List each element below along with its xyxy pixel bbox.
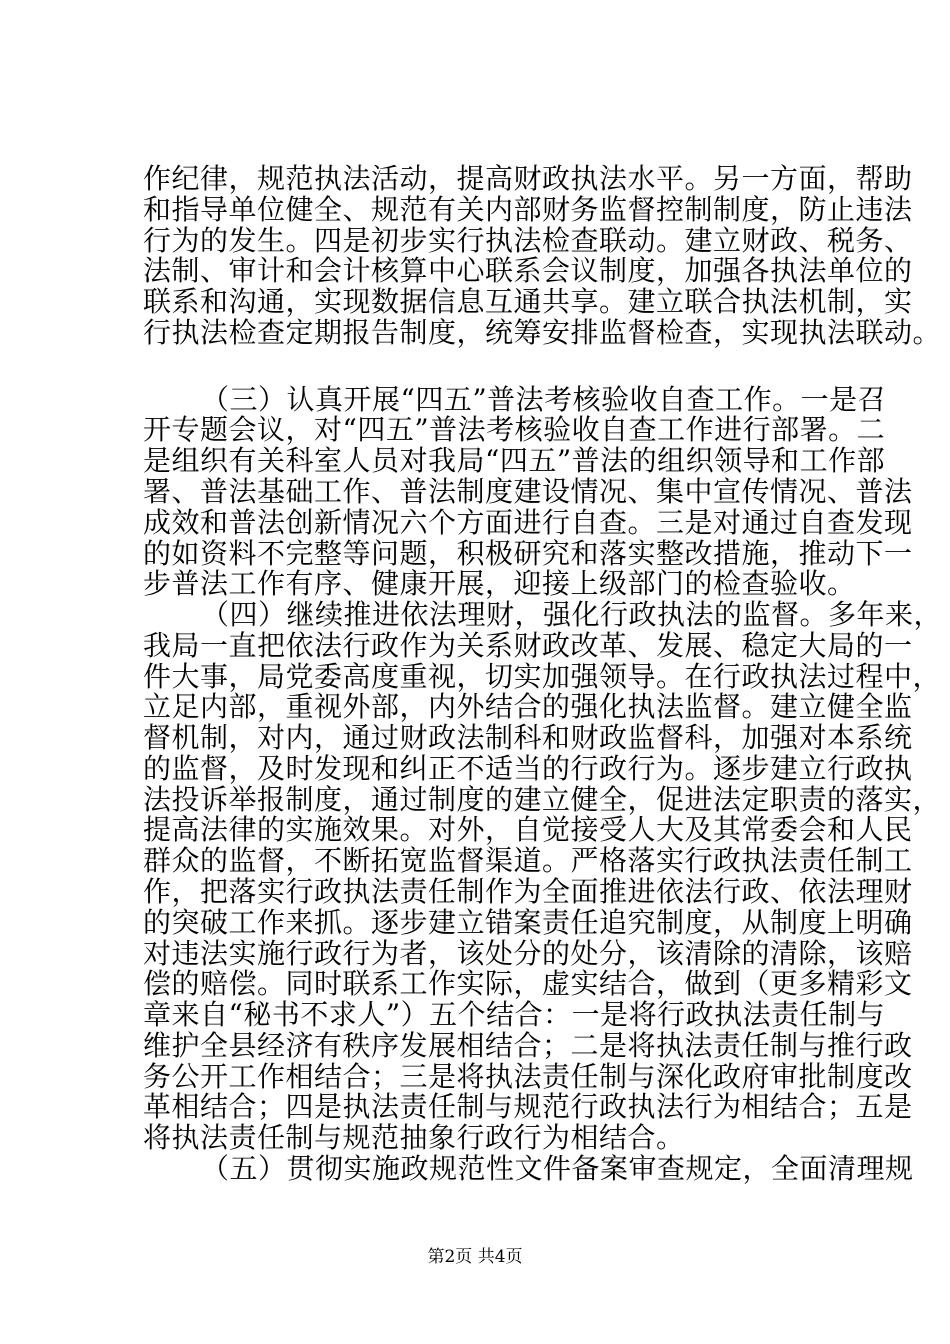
paragraph-line: 联系和沟通，实现数据信息互通共享。建立联合执法机制，实 <box>143 285 913 318</box>
paragraph-line: 和指导单位健全、规范有关内部财务监督控制制度，防止违法 <box>143 193 913 226</box>
paragraph-line: 务公开工作相结合；三是将执法责任制与深化政府审批制度改 <box>143 1060 913 1093</box>
paragraph-line: 行执法检查定期报告制度，统筹安排监督检查，实现执法联动。 <box>143 316 942 349</box>
paragraph-line: 法制、审计和会计核算中心联系会议制度，加强各执法单位的 <box>143 254 913 287</box>
section-heading-line: （五）贯彻实施政规范性文件备案审查规定，全面清理规 <box>201 1152 914 1185</box>
paragraph-line: 开专题会议，对“四五”普法考核验收自查工作进行部署。二 <box>143 413 886 446</box>
paragraph-line: 对违法实施行政行为者，该处分的处分，该清除的清除，该赔 <box>143 937 913 970</box>
page-number-footer: 第2页 共4页 <box>427 1247 523 1267</box>
paragraph-line: 成效和普法创新情况六个方面进行自查。三是对通过自查发现 <box>143 506 913 539</box>
paragraph-line: 的突破工作来抓。逐步建立错案责任追究制度，从制度上明确 <box>143 906 913 939</box>
paragraph-line: 群众的监督，不断拓宽监督渠道。严格落实行政执法责任制工 <box>143 844 913 877</box>
paragraph-line: 将执法责任制与规范抽象行政行为相结合。 <box>143 1121 685 1154</box>
paragraph-line: 督机制，对内，通过财政法制科和财政监督科，加强对本系统 <box>143 721 913 754</box>
paragraph-line: 作，把落实行政执法责任制作为全面推进依法行政、依法理财 <box>143 875 913 908</box>
paragraph-line: 立足内部，重视外部，内外结合的强化执法监督。建立健全监 <box>143 690 913 723</box>
paragraph-line: 署、普法基础工作、普法制度建设情况、集中宣传情况、普法 <box>143 475 913 508</box>
paragraph-line: 革相结合；四是执法责任制与规范行政执法行为相结合；五是 <box>143 1090 913 1123</box>
paragraph-line: 步普法工作有序、健康开展，迎接上级部门的检查验收。 <box>143 567 856 600</box>
paragraph-line: 的如资料不完整等问题，积极研究和落实整改措施，推动下一 <box>143 537 913 570</box>
paragraph-line: 作纪律，规范执法活动，提高财政执法水平。另一方面，帮助 <box>143 162 913 195</box>
paragraph-line: 件大事，局党委高度重视，切实加强领导。在行政执法过程中， <box>143 660 942 693</box>
paragraph-line: 提高法律的实施效果。对外，自觉接受人大及其常委会和人民 <box>143 813 913 846</box>
section-heading-line: （三）认真开展“四五”普法考核验收自查工作。一是召 <box>201 383 887 416</box>
paragraph-line: 偿的赔偿。同时联系工作实际，虚实结合，做到（更多精彩文 <box>143 967 913 1000</box>
paragraph-line: 法投诉举报制度，通过制度的建立健全，促进法定职责的落实， <box>143 783 942 816</box>
paragraph-line: 我局一直把依法行政作为关系财政改革、发展、稳定大局的一 <box>143 629 913 662</box>
paragraph-line: 维护全县经济有秩序发展相结合；二是将执法责任制与推行政 <box>143 1029 913 1062</box>
paragraph-line: 的监督，及时发现和纠正不适当的行政行为。逐步建立行政执 <box>143 752 913 785</box>
paragraph-line: 章来自“秘书不求人”）五个结合：一是将行政执法责任制与 <box>143 998 886 1031</box>
paragraph-line: 是组织有关科室人员对我局“四五”普法的组织领导和工作部 <box>143 444 886 477</box>
paragraph-line: 行为的发生。四是初步实行执法检查联动。建立财政、税务、 <box>143 224 913 257</box>
section-heading-line: （四）继续推进依法理财，强化行政执法的监督。多年来， <box>201 598 943 631</box>
